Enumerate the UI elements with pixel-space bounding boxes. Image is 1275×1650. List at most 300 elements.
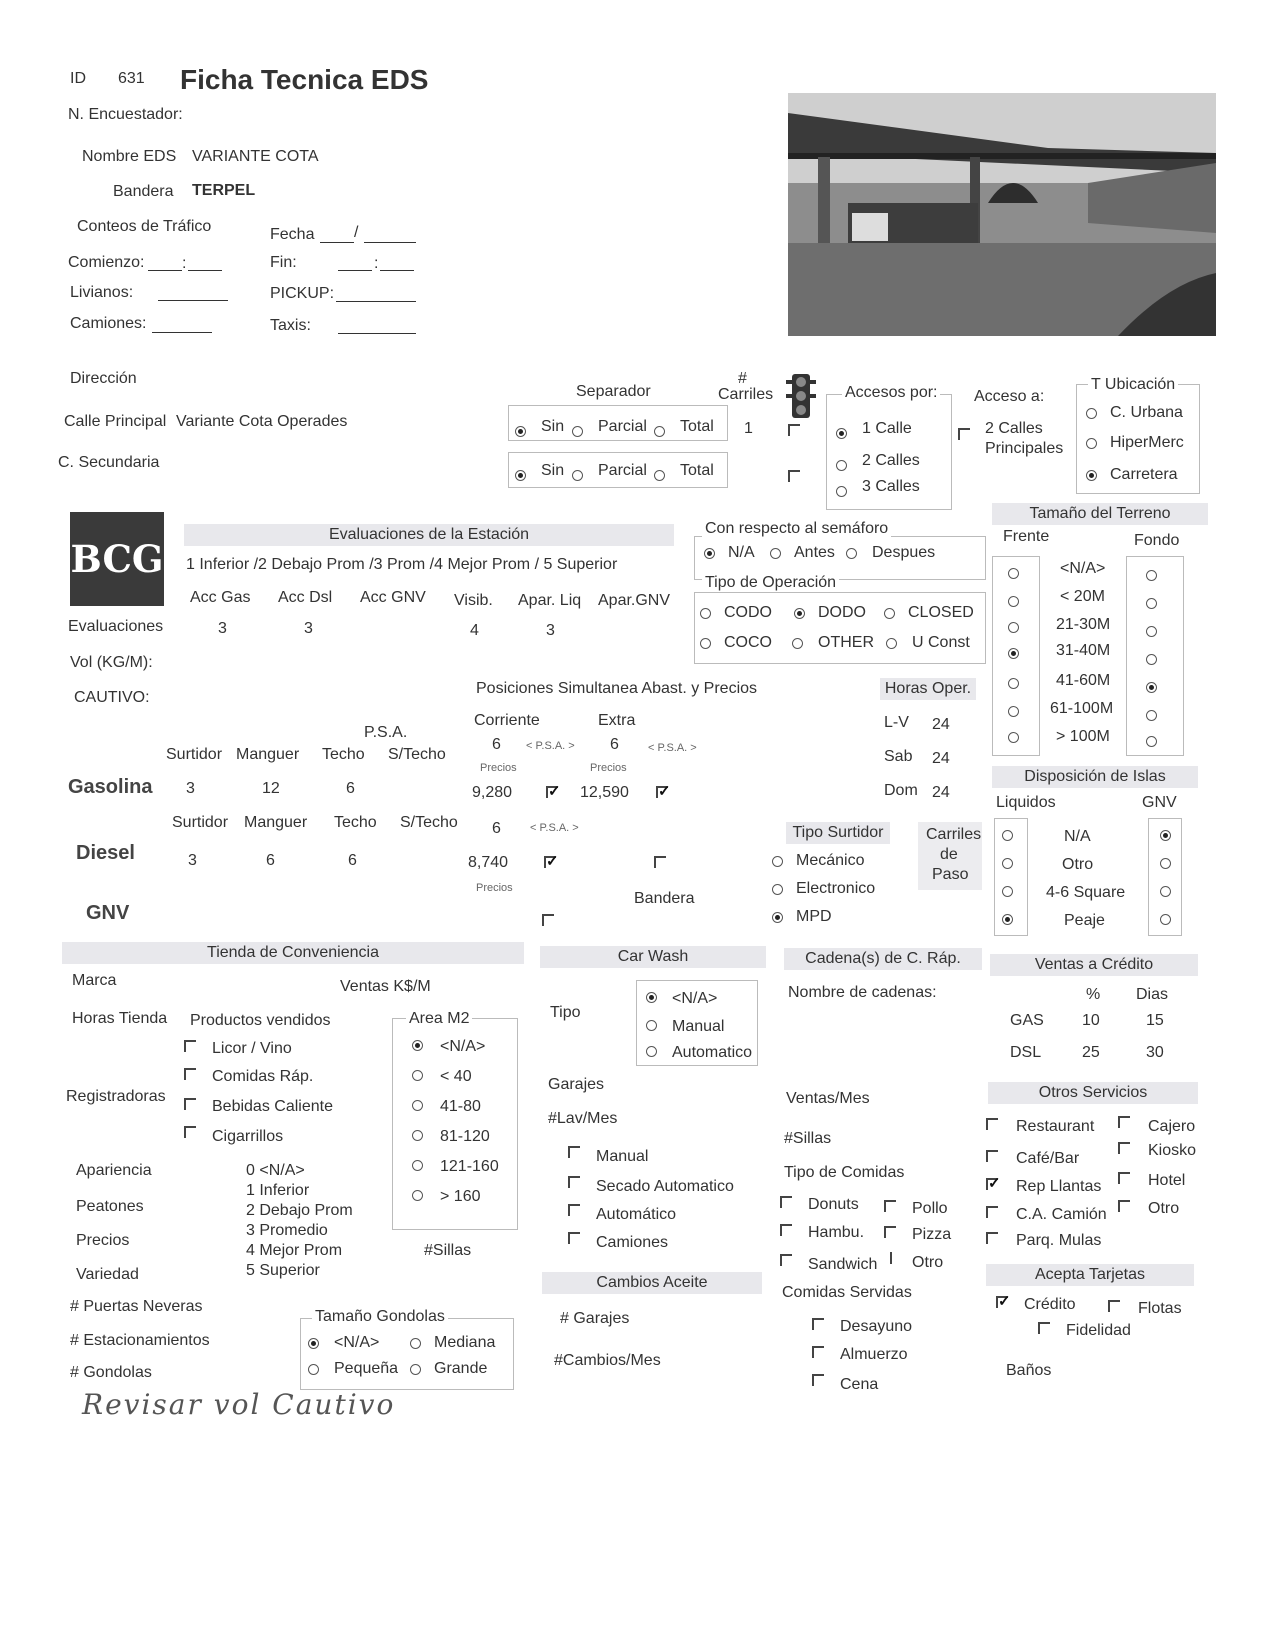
calle-secundaria-label: C. Secundaria — [58, 454, 160, 471]
carriles-value[interactable]: 1 — [744, 420, 753, 437]
comida-pollo-checkbox[interactable] — [884, 1200, 896, 1212]
page-title: Ficha Tecnica EDS — [180, 64, 429, 95]
carriles-title: Carriles — [718, 386, 774, 403]
area-121-160-label: 121-160 — [440, 1158, 499, 1175]
gas-corriente-psa: < P.S.A. > — [526, 740, 575, 752]
carwash-manual-label: Manual — [672, 1018, 725, 1035]
dsl-techo-value[interactable]: 6 — [348, 852, 357, 869]
tienda-variedad-label: Variedad — [76, 1266, 139, 1283]
gas-techo-value[interactable]: 6 — [346, 780, 355, 797]
tarjetas-bar: Acepta Tarjetas — [986, 1264, 1194, 1286]
carwash-manual-radio[interactable] — [646, 1020, 657, 1031]
separador-total-label-2: Total — [680, 462, 714, 479]
accesos-2-calles-radio[interactable] — [836, 460, 847, 471]
islas-liq-na-radio[interactable] — [1002, 830, 1013, 841]
servida-cena-checkbox[interactable] — [812, 1374, 824, 1386]
servicio-camion-checkbox[interactable] — [986, 1206, 998, 1218]
servicio-llantas-checkbox[interactable] — [986, 1178, 998, 1190]
terreno-frente-label: Frente — [1003, 528, 1050, 545]
extra-label: Extra — [598, 712, 636, 729]
comida-pizza-checkbox[interactable] — [884, 1226, 896, 1238]
scale-1: 1 Inferior — [246, 1182, 310, 1199]
id-label: ID — [70, 70, 86, 87]
gnv-checkbox[interactable] — [542, 914, 554, 926]
tienda-precios-label: Precios — [76, 1232, 130, 1249]
carwash-na-label: <N/A> — [672, 990, 718, 1007]
prod-bebidas-label: Bebidas Caliente — [212, 1098, 333, 1115]
carwash-auto-radio[interactable] — [646, 1046, 657, 1057]
carriles-paso-line1: Carriles — [926, 826, 982, 843]
accesos-3-calles-label: 3 Calles — [862, 478, 920, 495]
semaforo-title: Con respecto al semáforo — [702, 520, 891, 538]
aceite-garajes-label: # Garajes — [560, 1310, 630, 1327]
fin-min-field[interactable] — [380, 270, 414, 271]
pickup-field[interactable] — [336, 301, 416, 302]
fin-colon: : — [374, 255, 379, 272]
gondolas-na-label: <N/A> — [334, 1334, 380, 1351]
carwash-na-radio[interactable] — [646, 992, 657, 1003]
terreno-fondo-20-radio[interactable] — [1146, 598, 1157, 609]
credito-gas-pct[interactable]: 10 — [1082, 1012, 1100, 1029]
comienzo-label: Comienzo: — [68, 254, 145, 271]
gas-price-corriente[interactable]: 9,280 — [472, 784, 513, 801]
credito-gas-dias[interactable]: 15 — [1146, 1012, 1164, 1029]
operacion-uconst-radio[interactable] — [886, 638, 897, 649]
camiones-label: Camiones: — [70, 315, 147, 332]
terreno-opt-20: < 20M — [1060, 588, 1105, 605]
traffic-light-icon — [786, 374, 816, 423]
terreno-opt-61-100: 61-100M — [1050, 700, 1114, 717]
scale-3: 3 Promedio — [246, 1222, 328, 1239]
servicio-cafe-checkbox[interactable] — [986, 1150, 998, 1162]
servida-desayuno-checkbox[interactable] — [812, 1318, 824, 1330]
carwash-item-camiones-checkbox[interactable] — [568, 1232, 580, 1244]
servicio-cajero-label: Cajero — [1148, 1118, 1196, 1135]
tienda-peatones-label: Peatones — [76, 1198, 144, 1215]
separador-sin-label: Sin — [541, 418, 565, 435]
operacion-dodo-radio[interactable] — [794, 608, 805, 619]
horas-bar: Horas Oper. — [880, 678, 976, 700]
carwash-item-secado-label: Secado Automatico — [596, 1178, 734, 1195]
eval-col-apar-liq: Apar. Liq — [518, 592, 582, 609]
terreno-frente-na-radio[interactable] — [1008, 568, 1019, 579]
gas-surtidor-value[interactable]: 3 — [186, 780, 195, 797]
surtidor-mecanico-radio[interactable] — [772, 856, 783, 867]
carwash-item-automatico-label: Automático — [596, 1206, 677, 1223]
carwash-lav-label: #Lav/Mes — [548, 1110, 618, 1127]
surtidor-mpd-label: MPD — [796, 908, 832, 925]
accesos-1-calle-radio[interactable] — [836, 428, 847, 439]
credito-dsl-dias[interactable]: 30 — [1146, 1044, 1164, 1061]
gondolas-grande-label: Grande — [434, 1360, 488, 1377]
eval-apar-liq-value[interactable]: 3 — [546, 622, 555, 639]
terreno-fondo-61-100-radio[interactable] — [1146, 710, 1157, 721]
fecha-day-field[interactable] — [320, 242, 354, 243]
cadenas-bar: Cadena(s) de C. Ráp. — [784, 948, 982, 970]
tienda-gondolas-label: # Gondolas — [70, 1364, 152, 1381]
separador-secundaria-total-radio[interactable] — [654, 470, 665, 481]
semaforo-principal-checkbox[interactable] — [788, 424, 800, 436]
ubicacion-urbana-radio[interactable] — [1086, 408, 1097, 419]
eval-col-apar-gnv: Apar.GNV — [598, 592, 671, 609]
separador-principal-total-radio[interactable] — [654, 426, 665, 437]
ubicacion-urbana-label: C. Urbana — [1110, 404, 1183, 421]
ubicacion-title: T Ubicación — [1088, 376, 1178, 394]
servicio-camion-label: C.A. Camión — [1016, 1206, 1107, 1223]
dsl-manguer-value[interactable]: 6 — [266, 852, 275, 869]
semaforo-despues-radio[interactable] — [846, 548, 857, 559]
accesos-title: Accesos por: — [842, 384, 940, 402]
dsl-col-techo: Techo — [334, 814, 377, 831]
trafico-title: Conteos de Tráfico — [77, 218, 212, 235]
operacion-uconst-label: U Const — [912, 634, 970, 651]
bandera-value[interactable]: TERPEL — [192, 182, 256, 199]
surtidor-mecanico-label: Mecánico — [796, 852, 865, 869]
accesos-3-calles-radio[interactable] — [836, 486, 847, 497]
handwritten-note: Revisar vol Cautivo — [82, 1388, 396, 1421]
encuestador-label: N. Encuestador: — [68, 106, 183, 123]
gas-extra-psa: < P.S.A. > — [648, 742, 697, 754]
gas-extra-checkbox[interactable] — [656, 786, 668, 798]
acceso-principales-checkbox[interactable] — [958, 428, 970, 440]
terreno-fondo-21-30-radio[interactable] — [1146, 626, 1157, 637]
ubicacion-hipermerc-radio[interactable] — [1086, 438, 1097, 449]
scale-5: 5 Superior — [246, 1262, 320, 1279]
operacion-closed-label: CLOSED — [908, 604, 974, 621]
eval-visib-value[interactable]: 4 — [470, 622, 479, 639]
gondolas-na-radio[interactable] — [308, 1338, 319, 1349]
semaforo-antes-label: Antes — [794, 544, 835, 561]
islas-gnv-peaje-radio[interactable] — [1160, 914, 1171, 925]
carwash-item-automatico-checkbox[interactable] — [568, 1204, 580, 1216]
cadenas-ventas-label: Ventas/Mes — [786, 1090, 870, 1107]
livianos-label: Livianos: — [70, 284, 134, 301]
servicio-hotel-checkbox[interactable] — [1118, 1172, 1130, 1184]
cadenas-servidas-label: Comidas Servidas — [782, 1284, 912, 1301]
terreno-fondo-100-radio[interactable] — [1146, 736, 1157, 747]
cautivo-label: CAUTIVO: — [74, 689, 150, 706]
comienzo-hour-field[interactable] — [148, 270, 182, 271]
terreno-fondo-41-60-radio[interactable] — [1146, 682, 1157, 693]
gas-col-stecho: S/Techo — [388, 746, 446, 763]
tarjeta-credito-checkbox[interactable] — [996, 1296, 1008, 1308]
dsl-corriente-checkbox[interactable] — [544, 856, 556, 868]
servicio-llantas-label: Rep Llantas — [1016, 1178, 1102, 1195]
gas-extra-value[interactable]: 6 — [610, 736, 619, 753]
fin-label: Fin: — [270, 254, 297, 271]
area-160-radio[interactable] — [412, 1190, 423, 1201]
separador-principal-parcial-radio[interactable] — [572, 426, 583, 437]
cadenas-nombre-label: Nombre de cadenas: — [788, 984, 937, 1001]
gondolas-mediana-radio[interactable] — [410, 1338, 421, 1349]
prod-bebidas-checkbox[interactable] — [184, 1098, 196, 1110]
scale-4: 4 Mejor Prom — [246, 1242, 343, 1259]
area-41-80-radio[interactable] — [412, 1100, 423, 1111]
operacion-other-label: OTHER — [818, 634, 874, 651]
fecha-month-field[interactable] — [364, 242, 416, 243]
accesos-1-calle-label: 1 Calle — [862, 420, 912, 437]
terreno-frente-20-radio[interactable] — [1008, 596, 1019, 607]
servicio-mulas-checkbox[interactable] — [986, 1232, 998, 1244]
islas-gnv-label: GNV — [1142, 794, 1177, 811]
carwash-auto-label: Automatico — [672, 1044, 753, 1061]
tienda-horas-label: Horas Tienda — [72, 1010, 168, 1027]
horas-dom-label: Dom — [884, 782, 918, 799]
cadenas-sillas-label: #Sillas — [784, 1130, 832, 1147]
carwash-item-camiones-label: Camiones — [596, 1234, 669, 1251]
area-na-label: <N/A> — [440, 1038, 486, 1055]
operacion-coco-label: COCO — [724, 634, 772, 651]
carwash-item-secado-checkbox[interactable] — [568, 1176, 580, 1188]
operacion-closed-radio[interactable] — [884, 608, 895, 619]
gondolas-grande-radio[interactable] — [410, 1364, 421, 1375]
operacion-group — [694, 592, 986, 664]
servicio-restaurant-label: Restaurant — [1016, 1118, 1095, 1135]
terreno-opt-21-30: 21-30M — [1056, 616, 1111, 633]
prod-licor-checkbox[interactable] — [184, 1040, 196, 1052]
gas-col-manguer: Manguer — [236, 746, 300, 763]
camiones-field[interactable] — [152, 332, 212, 333]
tarjeta-credito-label: Crédito — [1024, 1296, 1076, 1313]
terreno-fondo-31-40-radio[interactable] — [1146, 654, 1157, 665]
islas-opt-square: 4-6 Square — [1046, 884, 1126, 901]
comida-hambu-label: Hambu. — [808, 1224, 865, 1241]
gas-corriente-checkbox[interactable] — [546, 786, 558, 798]
calle-principal-value[interactable]: Variante Cota Operades — [176, 413, 348, 430]
posiciones-title: Posiciones Simultanea Abast. y Precios — [476, 680, 758, 697]
eval-col-acc-gas: Acc Gas — [190, 589, 251, 606]
surtidor-electronico-label: Electronico — [796, 880, 876, 897]
comida-otro-label: Otro — [912, 1254, 944, 1271]
operacion-title: Tipo de Operación — [702, 574, 839, 592]
acceso-principales-line2: Principales — [985, 440, 1064, 457]
eval-acc-gas-value[interactable]: 3 — [218, 620, 227, 637]
tienda-sillas-label: #Sillas — [424, 1242, 472, 1259]
islas-gnv-square-radio[interactable] — [1160, 886, 1171, 897]
aceite-cambios-label: #Cambios/Mes — [554, 1352, 661, 1369]
terreno-frente-21-30-radio[interactable] — [1008, 622, 1019, 633]
gondolas-mediana-label: Mediana — [434, 1334, 496, 1351]
gas-extra-precios-label: Precios — [590, 762, 627, 774]
terreno-frente-100-radio[interactable] — [1008, 732, 1019, 743]
islas-opt-peaje: Peaje — [1064, 912, 1105, 929]
carriles-paso-line3: Paso — [932, 866, 969, 883]
prod-cigarrillos-label: Cigarrillos — [212, 1128, 284, 1145]
semaforo-secundaria-checkbox[interactable] — [788, 470, 800, 482]
islas-liq-otro-radio[interactable] — [1002, 858, 1013, 869]
area-121-160-radio[interactable] — [412, 1160, 423, 1171]
comienzo-colon: : — [182, 255, 187, 272]
gondolas-group — [300, 1318, 514, 1390]
servida-almuerzo-checkbox[interactable] — [812, 1346, 824, 1358]
corriente-label: Corriente — [474, 712, 540, 729]
horas-sab-label: Sab — [884, 748, 913, 765]
area-na-radio[interactable] — [412, 1040, 423, 1051]
dsl-surtidor-value[interactable]: 3 — [188, 852, 197, 869]
operacion-dodo-label: DODO — [818, 604, 866, 621]
dsl-col-stecho: S/Techo — [400, 814, 458, 831]
eval-col-visib: Visib. — [454, 592, 493, 609]
comida-sandwich-checkbox[interactable] — [780, 1254, 792, 1266]
dsl-extra-checkbox[interactable] — [654, 856, 666, 868]
credito-dsl-pct[interactable]: 25 — [1082, 1044, 1100, 1061]
comida-pollo-label: Pollo — [912, 1200, 948, 1217]
separador-principal-sin-radio[interactable] — [515, 426, 526, 437]
eval-col-acc-gnv: Acc GNV — [360, 589, 426, 606]
ubicacion-carretera-radio[interactable] — [1086, 470, 1097, 481]
servicio-kiosko-checkbox[interactable] — [1118, 1142, 1130, 1154]
psa-header: P.S.A. — [364, 724, 408, 741]
area-160-label: > 160 — [440, 1188, 481, 1205]
credito-gas-label: GAS — [1010, 1012, 1044, 1029]
credito-dsl-label: DSL — [1010, 1044, 1042, 1061]
gnv-label: GNV — [86, 902, 130, 924]
terreno-fondo-na-radio[interactable] — [1146, 570, 1157, 581]
area-40-label: < 40 — [440, 1068, 472, 1085]
terreno-frente-31-40-radio[interactable] — [1008, 648, 1019, 659]
nombre-label: Nombre EDS — [82, 148, 177, 165]
banos-label: Baños — [1006, 1362, 1052, 1379]
semaforo-despues-label: Despues — [872, 544, 936, 561]
carriles-hash: # — [738, 370, 747, 387]
comida-hambu-checkbox[interactable] — [780, 1224, 792, 1236]
islas-opt-otro: Otro — [1062, 856, 1094, 873]
servicio-otro-label: Otro — [1148, 1200, 1180, 1217]
dsl-psa: < P.S.A. > — [530, 822, 579, 834]
servicios-bar: Otros Servicios — [988, 1082, 1198, 1104]
terreno-opt-31-40: 31-40M — [1056, 642, 1111, 659]
gas-col-techo: Techo — [322, 746, 365, 763]
terreno-opt-100: > 100M — [1056, 728, 1110, 745]
dsl-corriente-value[interactable]: 6 — [492, 820, 501, 837]
surtidor-bar: Tipo Surtidor — [786, 822, 890, 844]
fin-hour-field[interactable] — [338, 270, 372, 271]
gas-corriente-value[interactable]: 6 — [492, 736, 501, 753]
credito-bar: Ventas a Crédito — [990, 954, 1198, 976]
operacion-other-radio[interactable] — [792, 638, 803, 649]
surtidor-mpd-radio[interactable] — [772, 912, 783, 923]
tienda-bar: Tienda de Conveniencia — [62, 942, 524, 964]
semaforo-antes-radio[interactable] — [770, 548, 781, 559]
separador-total-label: Total — [680, 418, 714, 435]
livianos-field[interactable] — [158, 300, 228, 301]
taxis-field[interactable] — [338, 333, 416, 334]
comida-donuts-checkbox[interactable] — [780, 1196, 792, 1208]
evaluaciones-row-label: Evaluaciones — [68, 618, 164, 635]
operacion-coco-radio[interactable] — [700, 638, 711, 649]
servicio-kiosko-label: Kiosko — [1148, 1142, 1197, 1159]
pickup-label: PICKUP: — [270, 285, 335, 302]
terreno-opt-41-60: 41-60M — [1056, 672, 1111, 689]
comida-pizza-label: Pizza — [912, 1226, 952, 1243]
horas-dom-value[interactable]: 24 — [932, 784, 950, 801]
terreno-fondo-label: Fondo — [1134, 532, 1180, 549]
servicio-otro-checkbox[interactable] — [1118, 1200, 1130, 1212]
islas-gnv-otro-radio[interactable] — [1160, 858, 1171, 869]
tarjeta-fidelidad-label: Fidelidad — [1066, 1322, 1131, 1339]
comida-otro-checkbox[interactable] — [890, 1252, 898, 1264]
dsl-precios-label: Precios — [476, 882, 513, 894]
tarjeta-flotas-checkbox[interactable] — [1108, 1300, 1120, 1312]
nombre-value[interactable]: VARIANTE COTA — [192, 148, 319, 165]
prod-comidas-label: Comidas Ráp. — [212, 1068, 314, 1085]
semaforo-na-radio[interactable] — [704, 548, 715, 559]
credito-pct-header: % — [1086, 986, 1101, 1003]
prod-comidas-checkbox[interactable] — [184, 1068, 196, 1080]
cadenas-tipo-label: Tipo de Comidas — [784, 1164, 905, 1181]
terreno-bar: Tamaño del Terreno — [992, 503, 1208, 525]
prod-licor-label: Licor / Vino — [212, 1040, 292, 1057]
islas-opt-na: N/A — [1064, 828, 1091, 845]
fecha-label: Fecha — [270, 226, 315, 243]
gas-manguer-value[interactable]: 12 — [262, 780, 280, 797]
servicio-mulas-label: Parq. Mulas — [1016, 1232, 1102, 1249]
horas-sab-value[interactable]: 24 — [932, 750, 950, 767]
fecha-slash: / — [354, 224, 359, 241]
carwash-garajes-label: Garajes — [548, 1076, 605, 1093]
gas-price-extra[interactable]: 12,590 — [580, 784, 629, 801]
islas-bar: Disposición de Islas — [992, 766, 1198, 788]
terreno-frente-61-100-radio[interactable] — [1008, 706, 1019, 717]
separador-secundaria-sin-radio[interactable] — [515, 470, 526, 481]
eval-acc-dsl-value[interactable]: 3 — [304, 620, 313, 637]
tienda-estacionamientos-label: # Estacionamientos — [70, 1332, 210, 1349]
horas-lv-label: L-V — [884, 714, 909, 731]
carwash-tipo-label: Tipo — [550, 1004, 581, 1021]
tienda-ventas-label: Ventas K$/M — [340, 978, 431, 995]
gasolina-label: Gasolina — [68, 776, 153, 798]
comida-sandwich-label: Sandwich — [808, 1256, 878, 1273]
surtidor-electronico-radio[interactable] — [772, 884, 783, 895]
prod-cigarrillos-checkbox[interactable] — [184, 1126, 196, 1138]
separador-parcial-label-2: Parcial — [598, 462, 647, 479]
servicio-cajero-checkbox[interactable] — [1118, 1116, 1130, 1128]
bandera-field-label: Bandera — [634, 890, 695, 907]
terreno-frente-41-60-radio[interactable] — [1008, 678, 1019, 689]
direccion-label: Dirección — [70, 370, 137, 387]
terreno-opt-na: <N/A> — [1060, 560, 1106, 577]
comienzo-min-field[interactable] — [188, 270, 222, 271]
tienda-marca-label: Marca — [72, 972, 117, 989]
aceite-bar: Cambios Aceite — [542, 1272, 762, 1294]
evaluaciones-scale: 1 Inferior /2 Debajo Prom /3 Prom /4 Mejor Prom / 5 Superior — [186, 556, 618, 573]
scale-0: 0 <N/A> — [246, 1162, 305, 1179]
separador-parcial-label: Parcial — [598, 418, 647, 435]
tarjeta-fidelidad-checkbox[interactable] — [1038, 1322, 1050, 1334]
tarjeta-flotas-label: Flotas — [1138, 1300, 1182, 1317]
servicio-hotel-label: Hotel — [1148, 1172, 1186, 1189]
gondolas-title: Tamaño Gondolas — [312, 1308, 448, 1326]
servicio-restaurant-checkbox[interactable] — [986, 1118, 998, 1130]
diesel-label: Diesel — [76, 842, 135, 864]
operacion-codo-radio[interactable] — [700, 608, 711, 619]
islas-gnv-na-radio[interactable] — [1160, 830, 1171, 841]
gondolas-pequena-label: Pequeña — [334, 1360, 399, 1377]
separador-sin-label-2: Sin — [541, 462, 565, 479]
area-81-120-radio[interactable] — [412, 1130, 423, 1141]
id-value: 631 — [118, 70, 145, 87]
scale-2: 2 Debajo Prom — [246, 1202, 353, 1219]
gondolas-pequena-radio[interactable] — [308, 1364, 319, 1375]
islas-liq-square-radio[interactable] — [1002, 886, 1013, 897]
separador-secundaria-parcial-radio[interactable] — [572, 470, 583, 481]
area-40-radio[interactable] — [412, 1070, 423, 1081]
carwash-item-manual-checkbox[interactable] — [568, 1146, 580, 1158]
carwash-bar: Car Wash — [540, 946, 766, 968]
horas-lv-value[interactable]: 24 — [932, 716, 950, 733]
dsl-price[interactable]: 8,740 — [468, 854, 509, 871]
islas-liq-peaje-radio[interactable] — [1002, 914, 1013, 925]
